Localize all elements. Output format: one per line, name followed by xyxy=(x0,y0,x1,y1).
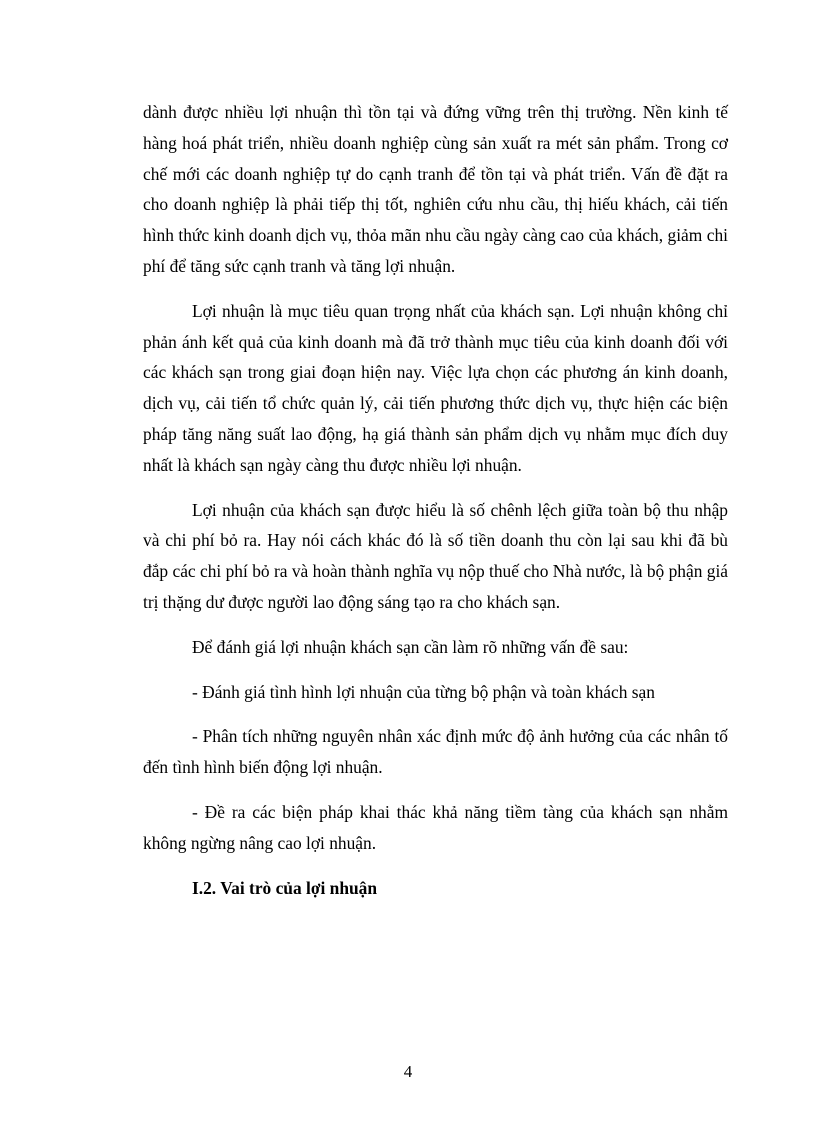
paragraph-continuation: dành được nhiều lợi nhuận thì tồn tại và đứng vững trên thị trường. Nền kinh tế hàng hoá phát triển, nhiều doanh nghiệp cùng sản xuất ra mét sản phẩm. Trong cơ chế mới các doanh nghiệp tự do cạnh tranh để tồn tại và phát triển. Vấn đề đặt ra cho doanh nghiệp là phải tiếp thị tốt, nghiên cứu nhu cầu, thị hiếu khách, cải tiến hình thức kinh doanh dịch vụ, thỏa mãn nhu cầu ngày càng cao của khách, giảm chi phí để tăng sức cạnh tranh và tăng lợi nhuận. xyxy=(143,102,728,276)
bullet-item: - Phân tích những nguyên nhân xác định mức độ ảnh hưởng của các nhân tố đến tình hình biến động lợi nhuận. xyxy=(143,726,728,778)
bullet-item: - Đánh giá tình hình lợi nhuận của từng bộ phận và toàn khách sạn xyxy=(192,681,655,702)
page-number: 4 xyxy=(403,1062,413,1081)
paragraph-profit-goal: Lợi nhuận là mục tiêu quan trọng nhất của khách sạn. Lợi nhuận không chỉ phản ánh kết quả của kinh doanh mà đã trở thành mục tiêu của kinh doanh đối với các khách sạn trong giai đoạn hiện nay. Việc lựa chọn các phương án kinh doanh, dịch vụ, cải tiến tổ chức quản lý, cải tiến phương thức dịch vụ, thực hiện các biện pháp tăng năng suất lao động, hạ giá thành sản phẩm dịch vụ nhằm mục đích duy nhất là khách sạn ngày càng thu được nhiều lợi nhuận. xyxy=(143,300,728,475)
section-heading: I.2. Vai trò của lợi nhuận xyxy=(192,877,378,898)
page-body xyxy=(143,97,728,903)
paragraph-profit-definition: Lợi nhuận của khách sạn được hiểu là số chênh lệch giữa toàn bộ thu nhập và chi phí bỏ ra. Hay nói cách khác đó là số tiền doanh thu còn lại sau khi đã bù đắp các chi phí bỏ ra và hoàn thành nghĩa vụ nộp thuế cho Nhà nước, là bộ phận giá trị thặng dư được người lao động sáng tạo ra cho khách sạn. xyxy=(143,499,728,612)
bullet-item: - Đề ra các biện pháp khai thác khả năng tiềm tàng của khách sạn nhằm không ngừng nâng cao lợi nhuận. xyxy=(143,801,728,853)
paragraph-evaluation-intro: Để đánh giá lợi nhuận khách sạn cần làm rõ những vấn đề sau: xyxy=(192,636,629,657)
